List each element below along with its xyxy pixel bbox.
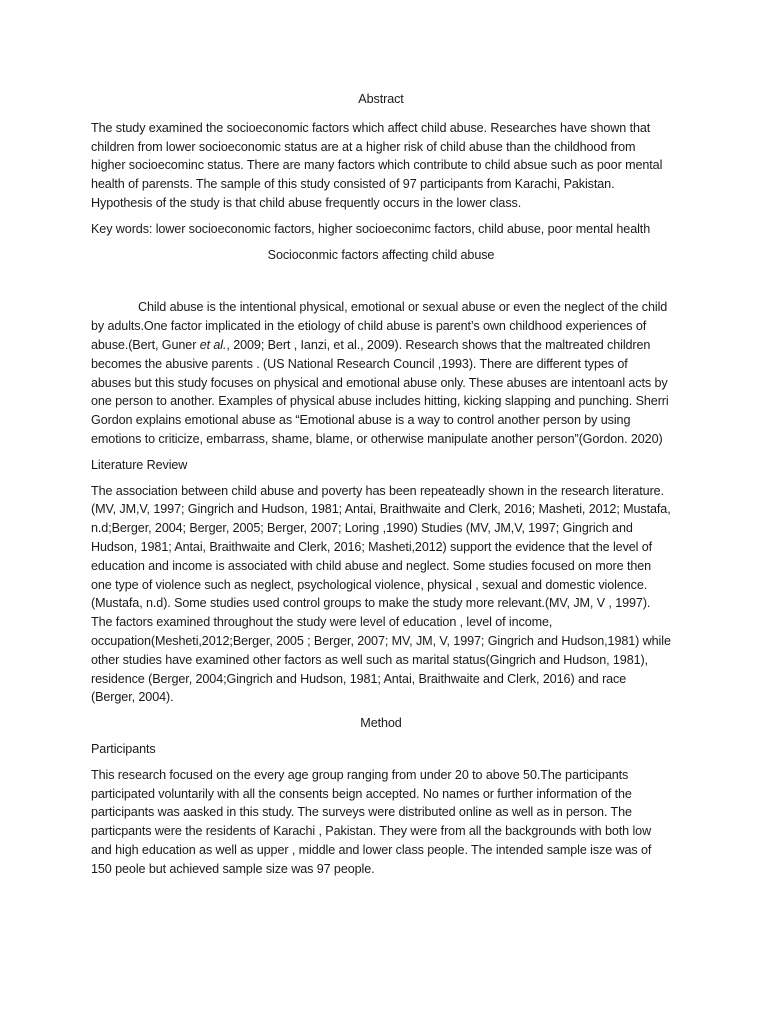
intro-body-part2: , 2009; Bert , Ianzi, et al., 2009). Research shows that the maltreated children becomes the abusive parents . (US National Research Council ,1993). There are different types of abuses but this study focuses on physical and emotional abuse only. These abuses are intentoanl acts by one person to another. Examples of physical abuse includes hitting, kicking slapping and punching. Sherri Gordon explains emotional abuse as “Emotional abuse is a way to control another person by using emotions to criticize, embarrass, shame, blame, or otherwise manipulate another person”(Gordon. 2020) (91, 337, 669, 446)
section-spacer (91, 271, 671, 298)
intro-body (91, 298, 671, 448)
participants-body: This research focused on the every age group ranging from under 20 to above 50.The participants participated voluntarily with all the consents beign accepted. No names or further information of the participants was aasked in this study. The surveys were distributed online as well as in person. The particpants were the residents of Karachi , Pakistan. They were from all the backgrounds with both low and high education as well as upper , middle and lower class people. The intended sample isze was of 150 peole but achieved sample size was 97 people. (91, 767, 652, 876)
intro-body-italic: et al. (199, 337, 227, 352)
literature-review-body: The association between child abuse and poverty has been repeateadly shown in the research literature.(MV, JM,V, 1997; Gingrich and Hudson, 1981; Antai, Braithwaite and Clerk, 2016; Masheti, 2012; Mustafa, n.d;Berger, 2004; Berger, 2005; Berger, 2007; Loring ,1990) Studies (MV, JM,V, 1997; Gingrich and Hudson, 1981; Antai, Braithwaite and Clerk, 2016; Masheti,2012) support the evidence that the level of education and income is associated with child abuse and neglect. Some studies focused on more then one type of violence such as neglect, psychological violence, physical , sexual and domestic violence.(Mustafa, n.d). Some studies used control groups to make the study more relevant.(MV, JM, V , 1997). The factors examined throughout the study were level of education , level of income, occupation(Mesheti,2012;Berger, 2005 ; Berger, 2007; MV, JM, V, 1997; Gingrich and Hudson,1981) while other studies have examined other factors as well such as marital status(Gingrich and Hudson, 1981), residence (Berger, 2004;Gingrich and Hudson, 1981; Antai, Braithwaite and Clerk, 2016) and race (Berger, 2004). (91, 483, 671, 705)
literature-review-heading: Literature Review (91, 457, 188, 472)
method-heading: Method (360, 716, 402, 731)
abstract-body: The study examined the socioeconomic factors which affect child abuse. Researches have shown that children from lower socioeconomic status are at a higher risk of child abuse than the childhood from higher socioecominc status. There are many factors which contribute to child absue such as poor mental health of parensts. The sample of this study consisted of 97 participants from Karachi, Pakistan. Hypothesis of the study is that child abuse frequently occurs in the lower class. (91, 120, 663, 210)
intro-title: Socioconmic factors affecting child abuse (267, 247, 495, 262)
participants-heading: Participants (91, 741, 156, 756)
keywords-line: Key words: lower socioeconomic factors, higher socioeconimc factors, child abuse, poor mental health (91, 221, 651, 236)
document-content (91, 90, 671, 885)
abstract-heading: Abstract (358, 92, 404, 106)
intro-body-part1: Child abuse is the intentional physical, emotional or sexual abuse or even the neglect of the child by adults.One factor implicated in the etiology of child abuse is parent’s own childhood experiences of abuse.(Bert, Guner (91, 300, 668, 352)
